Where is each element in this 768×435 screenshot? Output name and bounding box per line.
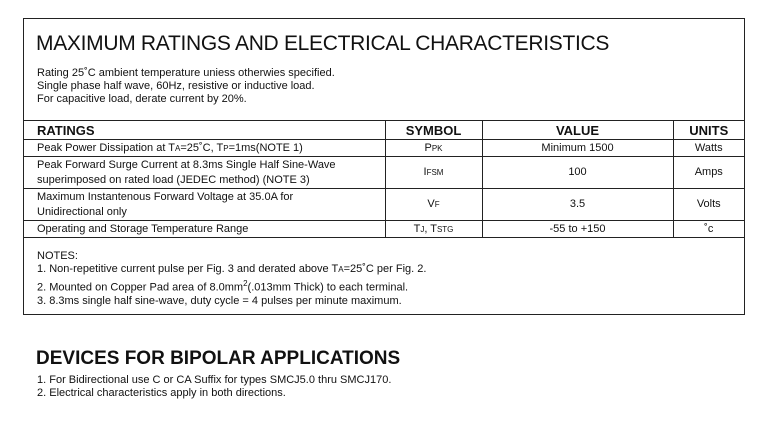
- col-header-ratings: RATINGS: [24, 121, 385, 140]
- table-header-row: [24, 121, 744, 140]
- notes-block: [37, 250, 426, 308]
- intro-text: [37, 67, 335, 106]
- symbol-cell: PPK: [385, 140, 482, 157]
- ratings-panel: [23, 18, 745, 315]
- rating-cell: Peak Forward Surge Current at 8.3ms Single Half Sine-Wave superimposed on rated load (JEDEC method) (NOTE 3): [24, 157, 385, 189]
- symbol-cell: IFSM: [385, 157, 482, 189]
- bipolar-item-2: 2. Electrical characteristics apply in both directions.: [37, 387, 286, 400]
- table-row: [24, 157, 744, 189]
- bipolar-title: DEVICES FOR BIPOLAR APPLICATIONS: [36, 348, 401, 369]
- table-row: [24, 189, 744, 221]
- symbol-cell: TJ, TSTG: [385, 221, 482, 238]
- symbol-cell: VF: [385, 189, 482, 221]
- col-header-value: VALUE: [482, 121, 673, 140]
- units-cell: Watts: [673, 140, 744, 157]
- rating-cell: Maximum Instantenous Forward Voltage at 35.0A for Unidirectional only: [24, 189, 385, 221]
- value-cell: 100: [482, 157, 673, 189]
- table-row: [24, 221, 744, 238]
- rating-cell: Operating and Storage Temperature Range: [24, 221, 385, 238]
- section-title: MAXIMUM RATINGS AND ELECTRICAL CHARACTERISTICS: [36, 32, 610, 55]
- note-3: 3. 8.3ms single half sine-wave, duty cycle = 4 pulses per minute maximum.: [37, 294, 402, 307]
- table-row: [24, 140, 744, 157]
- note-1: 1. Non-repetitive current pulse per Fig. 3 and derated above TA=25˚C per Fig. 2.: [37, 263, 427, 276]
- col-header-symbol: SYMBOL: [385, 121, 482, 140]
- bipolar-item-1: 1. For Bidirectional use C or CA Suffix for types SMCJ5.0 thru SMCJ170.: [37, 374, 392, 386]
- units-cell: Volts: [673, 189, 744, 221]
- intro-line-2: Single phase half wave, 60Hz, resistive or inductive load.: [37, 80, 315, 92]
- col-header-units: UNITS: [673, 121, 744, 140]
- bipolar-notes: [37, 374, 391, 401]
- intro-line-3: For capacitive load, derate current by 20%.: [37, 93, 247, 105]
- value-cell: Minimum 1500: [482, 140, 673, 157]
- note-2: 2. Mounted on Copper Pad area of $8.0mm^2(.013mm$ Thick) to each terminal.: [37, 278, 409, 294]
- intro-line-1: Rating 25˚C ambient temperature uniess otherwies specified.: [37, 67, 335, 79]
- ratings-table: [24, 120, 744, 238]
- value-cell: 3.5: [482, 189, 673, 221]
- units-cell: Amps: [673, 157, 744, 189]
- rating-cell: Peak Power Dissipation at TA=25˚C, TP=1ms(NOTE 1): [24, 140, 385, 157]
- notes-heading: NOTES:: [37, 250, 78, 262]
- value-cell: -55 to +150: [482, 221, 673, 238]
- units-cell: ˚c: [673, 221, 744, 238]
